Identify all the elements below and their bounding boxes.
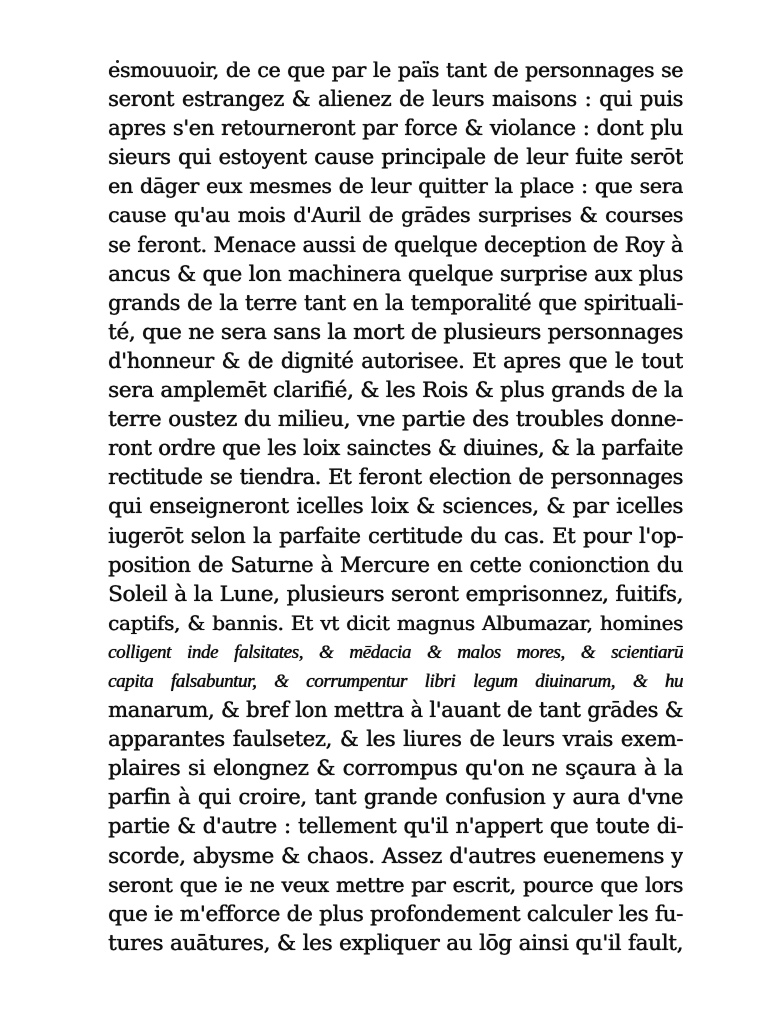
text-line: tures auātures, & les expliquer au lōg ainsi qu'il fault,: [108, 930, 683, 956]
text-line: apparantes faulsetez, & les liures de leurs vrais exem-: [108, 727, 683, 752]
text-line: position de Saturne à Mercure en cette conionction du: [108, 552, 683, 577]
text-line: grands de la terre tant en la temporalité que spirituali-: [108, 290, 683, 315]
text-line: terre oustez du milieu, vne partie des troubles donne-: [108, 407, 683, 433]
text-line: apres s'en retourneront par force & violance : dont plu: [108, 116, 683, 141]
text-line: plaires si elongnez & corrompus qu'on ne sçaura à la: [108, 756, 683, 782]
latin-quote-line: colligent inde falsitates, & mēdacia & malos mores, & scientiarū: [108, 641, 683, 663]
text-line: qui enseigneront icelles loix & sciences, & par icelles: [108, 494, 683, 520]
text-line: sieurs qui estoyent cause principale de leur fuite serōt: [108, 145, 683, 170]
text-line: d'honneur & de dignité autorisee. Et apres que le tout: [108, 348, 683, 373]
body-text: [108, 56, 683, 958]
text-line: cause qu'au mois d'Auril de grādes surprises & courses: [108, 203, 683, 228]
text-line: esmouuoir, de ce que par le païs tant de personnages se: [108, 58, 683, 82]
text-line: iugerōt selon la parfaite certitude du cas. Et pour l'op-: [108, 523, 683, 548]
text-line: partie & d'autre : tellement qu'il n'appert que toute di-: [108, 814, 683, 839]
text-line: rectitude se tiendra. Et feront election de personnages: [108, 465, 683, 490]
latin-quote-line: capita falsabuntur, & corrumpentur libri legum diuinarum, & hu: [108, 670, 683, 692]
text-line: seront estrangez & alienez de leurs maisons : qui puis: [108, 87, 683, 112]
text-line: té, que ne sera sans la mort de plusieurs personnages: [108, 319, 683, 345]
text-line: que ie m'efforce de plus profondement calculer les fu-: [108, 901, 683, 927]
text-line: ront ordre que les loix sainctes & diuines, & la parfaite: [108, 436, 683, 461]
text-line: seront que ie ne veux mettre par escrit, pource que lors: [108, 872, 683, 897]
text-line: scorde, abysme & chaos. Assez d'autres euenemens y: [108, 843, 683, 869]
text-line: Soleil à la Lune, plusieurs seront emprisonnez, fuitifs,: [108, 581, 683, 607]
text-line: captifs, & bannis. Et vt dicit magnus Albumazar, homines: [108, 610, 683, 635]
text-line: ancus & que lon machinera quelque surprise aux plus: [108, 261, 683, 287]
text-line: en dāger eux mesmes de leur quitter la place : que sera: [108, 174, 683, 199]
text-line: parfin à qui croire, tant grande confusion y aura d'vne: [108, 785, 683, 810]
text-line: manarum, & bref lon mettra à l'auant de tant grādes &: [108, 698, 683, 723]
text-line: sera amplemēt clarifié, & les Rois & plus grands de la: [108, 378, 683, 404]
text-line: se feront. Menace aussi de quelque deception de Roy à: [108, 232, 683, 257]
